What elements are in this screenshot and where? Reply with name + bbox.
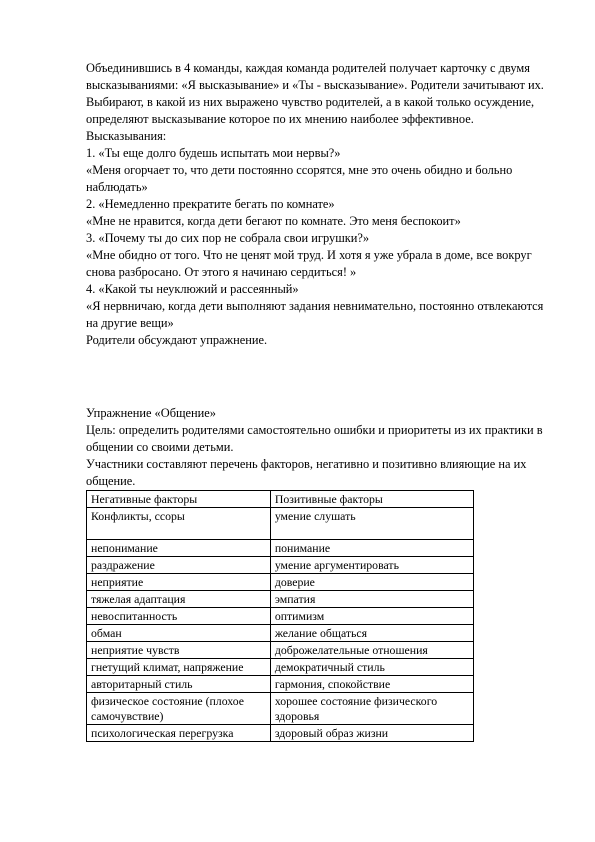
- positive-factor-cell: доброжелательные отношения: [270, 642, 473, 659]
- negative-factor-cell: неприятие: [87, 574, 271, 591]
- exercise-title: Упражнение «Общение»: [86, 406, 217, 420]
- positive-factor-cell: умение аргументировать: [270, 557, 473, 574]
- table-row: [87, 693, 474, 725]
- table-row: [87, 676, 474, 693]
- statement-4-reply: «Я нервничаю, когда дети выполняют задания невнимательно, постоянно отвлекаются на другие вещи»: [86, 299, 544, 330]
- positive-factor-cell: хорошее состояние физического здоровья: [270, 693, 473, 725]
- table-row: [87, 642, 474, 659]
- exercise-section: [86, 405, 556, 742]
- statement-2: 2. «Немедленно прекратите бегать по комнате»: [86, 197, 335, 211]
- negative-factor-cell: неприятие чувств: [87, 642, 271, 659]
- header-positive: Позитивные факторы: [270, 491, 473, 508]
- exercise-goal: Цель: определить родителями самостоятельно ошибки и приоритеты из их практики в общении со своими детьми.: [86, 423, 543, 454]
- negative-factor-cell: невоспитанность: [87, 608, 271, 625]
- table-row: [87, 659, 474, 676]
- statement-4: 4. «Какой ты неуклюжий и рассеянный»: [86, 282, 299, 296]
- negative-factor-cell: раздражение: [87, 557, 271, 574]
- positive-factor-cell: гармония, спокойствие: [270, 676, 473, 693]
- table-header-row: [87, 491, 474, 508]
- closing-text: Родители обсуждают упражнение.: [86, 333, 268, 347]
- document-page: [86, 60, 556, 742]
- negative-factor-cell: непонимание: [87, 540, 271, 557]
- negative-factor-cell: обман: [87, 625, 271, 642]
- table-row: [87, 540, 474, 557]
- table-row: [87, 625, 474, 642]
- negative-factor-cell: психологическая перегрузка: [87, 725, 271, 742]
- factors-table: [86, 490, 474, 742]
- table-row: [87, 574, 474, 591]
- positive-factor-cell: оптимизм: [270, 608, 473, 625]
- statements-label: Высказывания:: [86, 129, 167, 143]
- positive-factor-cell: умение слушать: [270, 508, 473, 540]
- positive-factor-cell: понимание: [270, 540, 473, 557]
- negative-factor-cell: гнетущий климат, напряжение: [87, 659, 271, 676]
- positive-factor-cell: желание общаться: [270, 625, 473, 642]
- statement-3: 3. «Почему ты до сих пор не собрала свои игрушки?»: [86, 231, 370, 245]
- header-negative: Негативные факторы: [87, 491, 271, 508]
- spacer: [86, 349, 556, 405]
- positive-factor-cell: здоровый образ жизни: [270, 725, 473, 742]
- statement-1: 1. «Ты еще долго будешь испытать мои нервы?»: [86, 146, 341, 160]
- table-row: [87, 508, 474, 540]
- positive-factor-cell: доверие: [270, 574, 473, 591]
- table-row: [87, 591, 474, 608]
- intro-section: [86, 60, 556, 349]
- table-row: [87, 725, 474, 742]
- negative-factor-cell: физическое состояние (плохое самочувствие): [87, 693, 271, 725]
- table-row: [87, 608, 474, 625]
- table-row: [87, 557, 474, 574]
- positive-factor-cell: эмпатия: [270, 591, 473, 608]
- intro-paragraph: Объединившись в 4 команды, каждая команда родителей получает карточку с двумя высказываниями: «Я высказывание» и «Ты - высказывание». Родители зачитывают их. Выбирают, в какой из них выражено чувство родителей, а в какой только осуждение, определяют высказывание которое по их мнению наиболее эффективное.: [86, 61, 544, 126]
- negative-factor-cell: тяжелая адаптация: [87, 591, 271, 608]
- statement-3-reply: «Мне обидно от того. Что не ценят мой труд. И хотя я уже убрала в доме, все вокруг снова разбросано. От этого я начинаю сердиться! »: [86, 248, 532, 279]
- negative-factor-cell: Конфликты, ссоры: [87, 508, 271, 540]
- exercise-task: Участники составляют перечень факторов, негативно и позитивно влияющие на их общение.: [86, 457, 527, 488]
- negative-factor-cell: авторитарный стиль: [87, 676, 271, 693]
- positive-factor-cell: демократичный стиль: [270, 659, 473, 676]
- statement-2-reply: «Мне не нравится, когда дети бегают по комнате. Это меня беспокоит»: [86, 214, 461, 228]
- statement-1-reply: «Меня огорчает то, что дети постоянно ссорятся, мне это очень обидно и больно наблюдать»: [86, 163, 513, 194]
